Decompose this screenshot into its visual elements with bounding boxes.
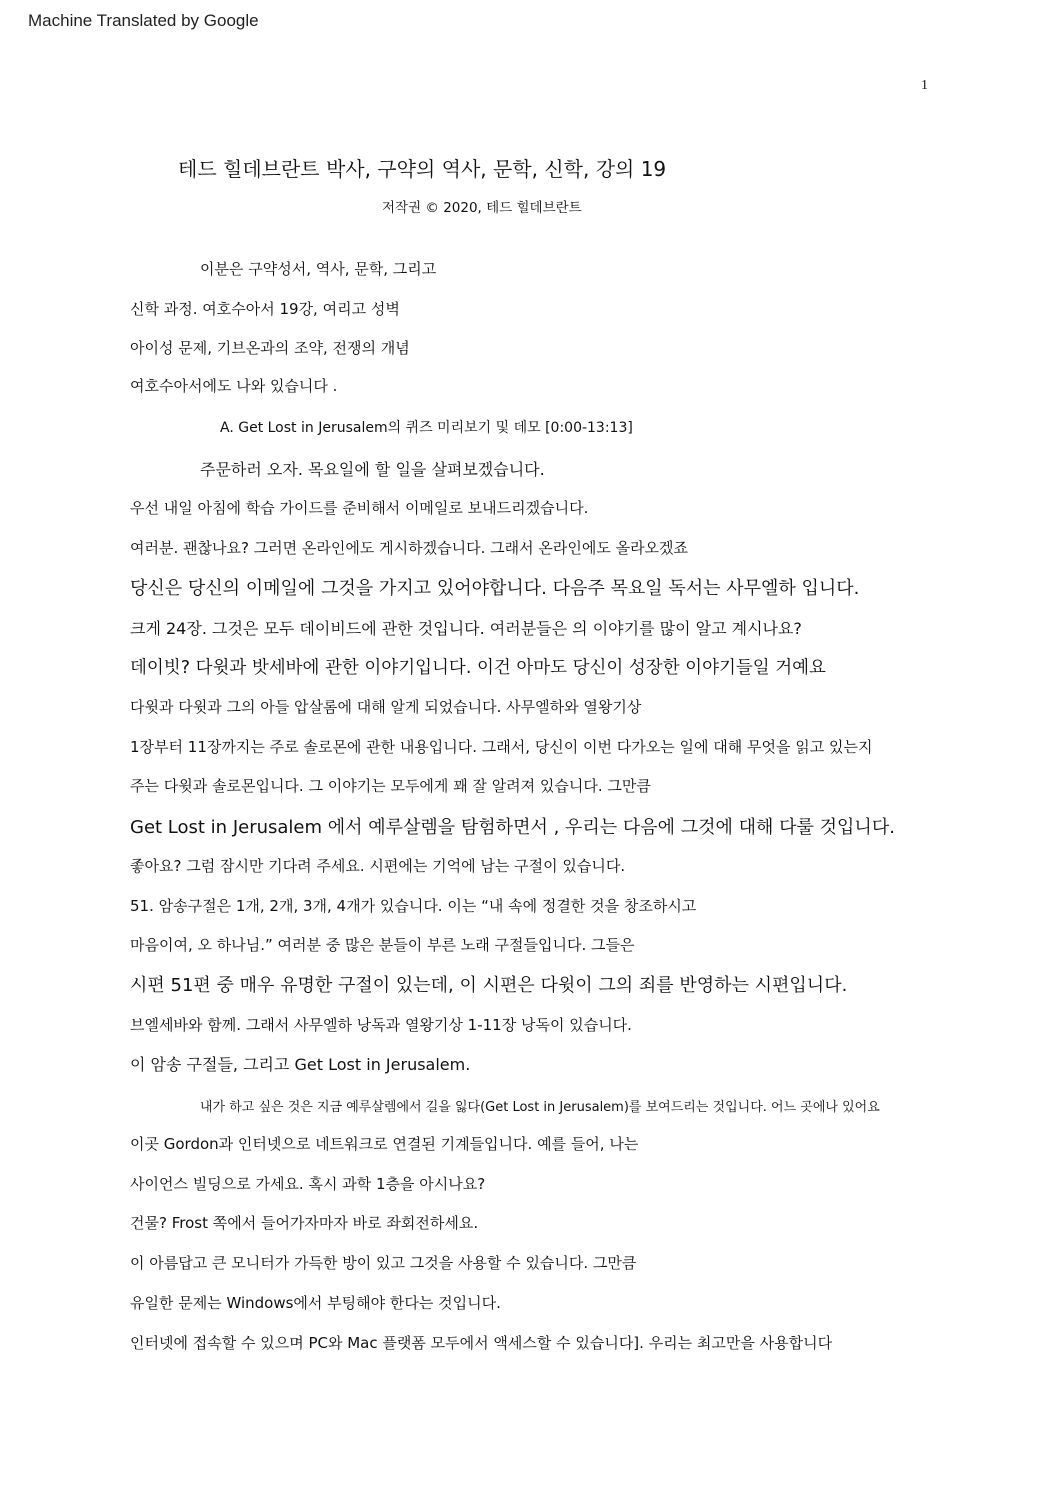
body-line: 크게 24장. 그것은 모두 데이비드에 관한 것입니다. 여러분들은 의 이야기를 많이 알고 계시나요? bbox=[130, 619, 802, 638]
body-line: 데이빗? 다윗과 밧세바에 관한 이야기입니다. 이건 아마도 당신이 성장한 이야기들일 거예요 bbox=[130, 658, 826, 678]
body-line: 내가 하고 싶은 것은 지금 예루살렘에서 길을 잃다(Get Lost in Jerusalem)를 보여드리는 것입니다. 어느 곳에나 있어요 bbox=[200, 1100, 880, 1115]
body-line: 주는 다윗과 솔로몬입니다. 그 이야기는 모두에게 꽤 잘 알려져 있습니다. 그만큼 bbox=[130, 777, 651, 795]
intro-line: 이분은 구약성서, 역사, 문학, 그리고 bbox=[200, 260, 437, 278]
body-line: 브엘세바와 함께. 그래서 사무엘하 낭독과 열왕기상 1-11장 낭독이 있습니다. bbox=[130, 1016, 632, 1034]
body-line: Get Lost in Jerusalem 에서 예루살렘을 탐험하면서 , 우리는 다음에 그것에 대해 다룰 것입니다. bbox=[130, 817, 895, 838]
body-line: 1장부터 11장까지는 주로 솔로몬에 관한 내용입니다. 그래서, 당신이 이번 다가오는 일에 대해 무엇을 읽고 있는지 bbox=[130, 738, 873, 756]
body-line: 51. 암송구절은 1개, 2개, 3개, 4개가 있습니다. 이는 “내 속에 정결한 것을 창조하시고 bbox=[130, 897, 697, 915]
copyright-line: 저작권 © 2020, 테드 힐데브란트 bbox=[382, 200, 582, 216]
body-line: 마음이여, 오 하나님.” 여러분 중 많은 분들이 부른 노래 구절들입니다. 그들은 bbox=[130, 936, 635, 954]
page-number: 1 bbox=[921, 78, 928, 93]
body-line: 당신은 당신의 이메일에 그것을 가지고 있어야합니다. 다음주 목요일 독서는 사무엘하 입니다. bbox=[130, 578, 860, 599]
machine-translated-notice: Machine Translated by Google bbox=[28, 11, 259, 30]
intro-line: 신학 과정. 여호수아서 19강, 여리고 성벽 bbox=[130, 300, 400, 318]
body-line: 이곳 Gordon과 인터넷으로 네트워크로 연결된 기계들입니다. 예를 들어, 나는 bbox=[130, 1135, 639, 1153]
body-line: 주문하러 오자. 목요일에 할 일을 살펴보겠습니다. bbox=[200, 460, 545, 479]
body-line: 여러분. 괜찮나요? 그러면 온라인에도 게시하겠습니다. 그래서 온라인에도 올라오겠죠 bbox=[130, 539, 689, 557]
body-line: 건물? Frost 쪽에서 들어가자마자 바로 좌회전하세요. bbox=[130, 1214, 479, 1232]
body-line: 인터넷에 접속할 수 있으며 PC와 Mac 플랫폼 모두에서 액세스할 수 있습니다]. 우리는 최고만을 사용합니다 bbox=[130, 1334, 833, 1352]
intro-line: 아이성 문제, 기브온과의 조약, 전쟁의 개념 bbox=[130, 339, 410, 357]
body-line: 이 아름답고 큰 모니터가 가득한 방이 있고 그것을 사용할 수 있습니다. 그만큼 bbox=[130, 1254, 637, 1272]
body-line: 사이언스 빌딩으로 가세요. 혹시 과학 1층을 아시나요? bbox=[130, 1175, 486, 1193]
document-title: 테드 힐데브란트 박사, 구약의 역사, 문학, 신학, 강의 19 bbox=[178, 157, 667, 181]
section-heading: A. Get Lost in Jerusalem의 퀴즈 미리보기 및 데모 [0:00-13:13] bbox=[220, 420, 633, 436]
body-line: 이 암송 구절들, 그리고 Get Lost in Jerusalem. bbox=[130, 1055, 471, 1074]
body-line: 유일한 문제는 Windows에서 부팅해야 한다는 것입니다. bbox=[130, 1294, 501, 1312]
body-line: 좋아요? 그럼 잠시만 기다려 주세요. 시편에는 기억에 남는 구절이 있습니다. bbox=[130, 857, 626, 875]
body-line: 다윗과 다윗과 그의 아들 압살롬에 대해 알게 되었습니다. 사무엘하와 열왕기상 bbox=[130, 698, 642, 716]
body-line: 시편 51편 중 매우 유명한 구절이 있는데, 이 시편은 다윗이 그의 죄를 반영하는 시편입니다. bbox=[130, 975, 848, 996]
body-line: 우선 내일 아침에 학습 가이드를 준비해서 이메일로 보내드리겠습니다. bbox=[130, 499, 589, 517]
intro-line: 여호수아서에도 나와 있습니다 . bbox=[130, 377, 338, 395]
